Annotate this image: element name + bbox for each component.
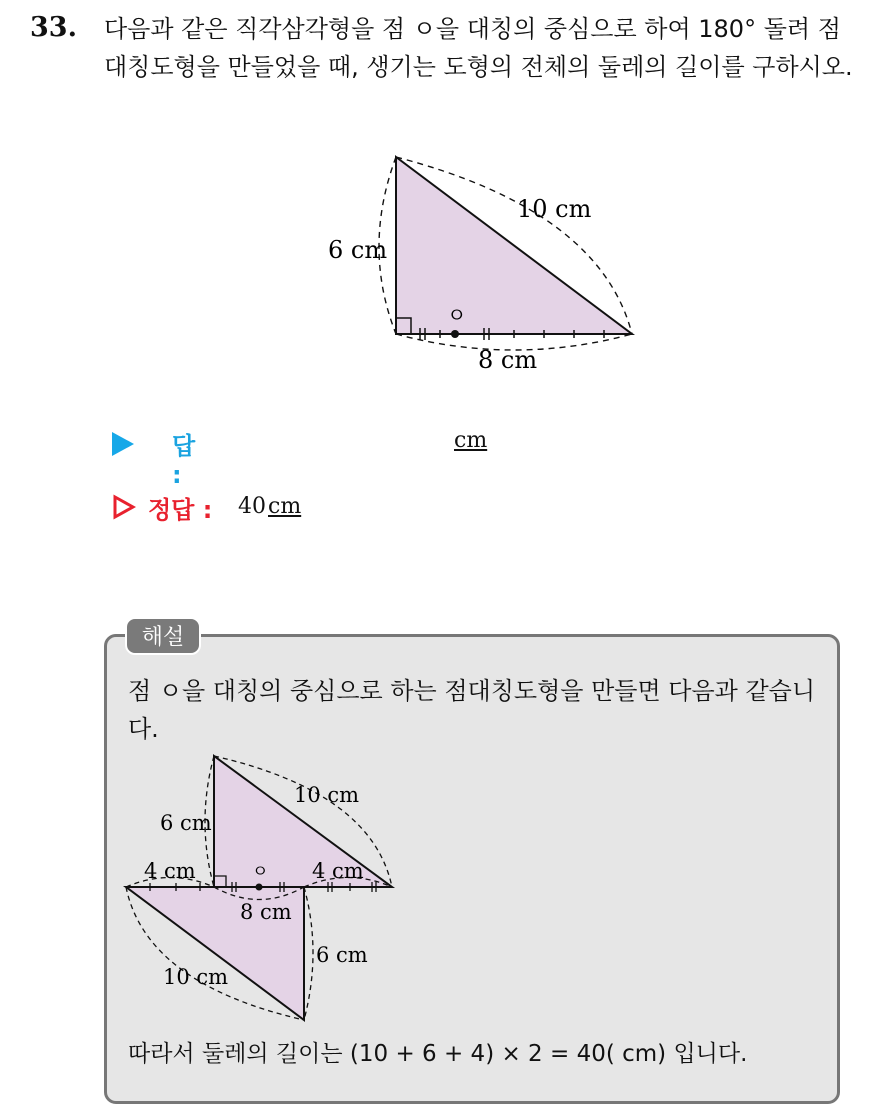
label-right-seg: 4 cm: [312, 859, 364, 883]
label-left-seg: 4 cm: [144, 859, 196, 883]
center-label: ㅇ: [447, 303, 467, 327]
label-hypotenuse: 10 cm: [517, 195, 592, 223]
solution-tag: 해설: [125, 617, 201, 655]
label-bottom-height: 6 cm: [316, 943, 368, 967]
solution-text-conclusion: 따라서 둘레의 길이는 (10 + 6 + 4) × 2 = 40( cm) 입니다.: [128, 1041, 748, 1067]
question-text: 다음과 같은 직각삼각형을 점 ㅇ을 대칭의 중심으로 하여 180° 돌려 점대칭도형을 만들었을 때, 생기는 도형의 전체의 둘레의 길이를 구하시오.: [104, 15, 853, 81]
correct-unit: cm: [268, 494, 302, 519]
correct-number: 40: [238, 494, 266, 519]
answer-unit[interactable]: cm: [454, 428, 488, 453]
arc-bottom-height: [304, 887, 313, 1020]
correct-answer-label: 정답 :: [148, 496, 213, 524]
center-point-2: [256, 884, 263, 891]
answer-label: 답 :: [172, 432, 196, 489]
center-label-2: ㅇ: [252, 862, 269, 882]
original-triangle: [214, 756, 392, 887]
label-base: 8 cm: [478, 346, 538, 374]
label-base-2: 8 cm: [240, 900, 292, 924]
label-height: 6 cm: [328, 236, 388, 264]
question-number: 33.: [30, 12, 77, 43]
label-top-height: 6 cm: [160, 811, 212, 835]
label-bottom-hyp: 10 cm: [163, 965, 229, 989]
solution-text-intro: 점 ㅇ을 대칭의 중심으로 하는 점대칭도형을 만들면 다음과 같습니다.: [128, 677, 815, 743]
label-top-hyp: 10 cm: [294, 783, 360, 807]
